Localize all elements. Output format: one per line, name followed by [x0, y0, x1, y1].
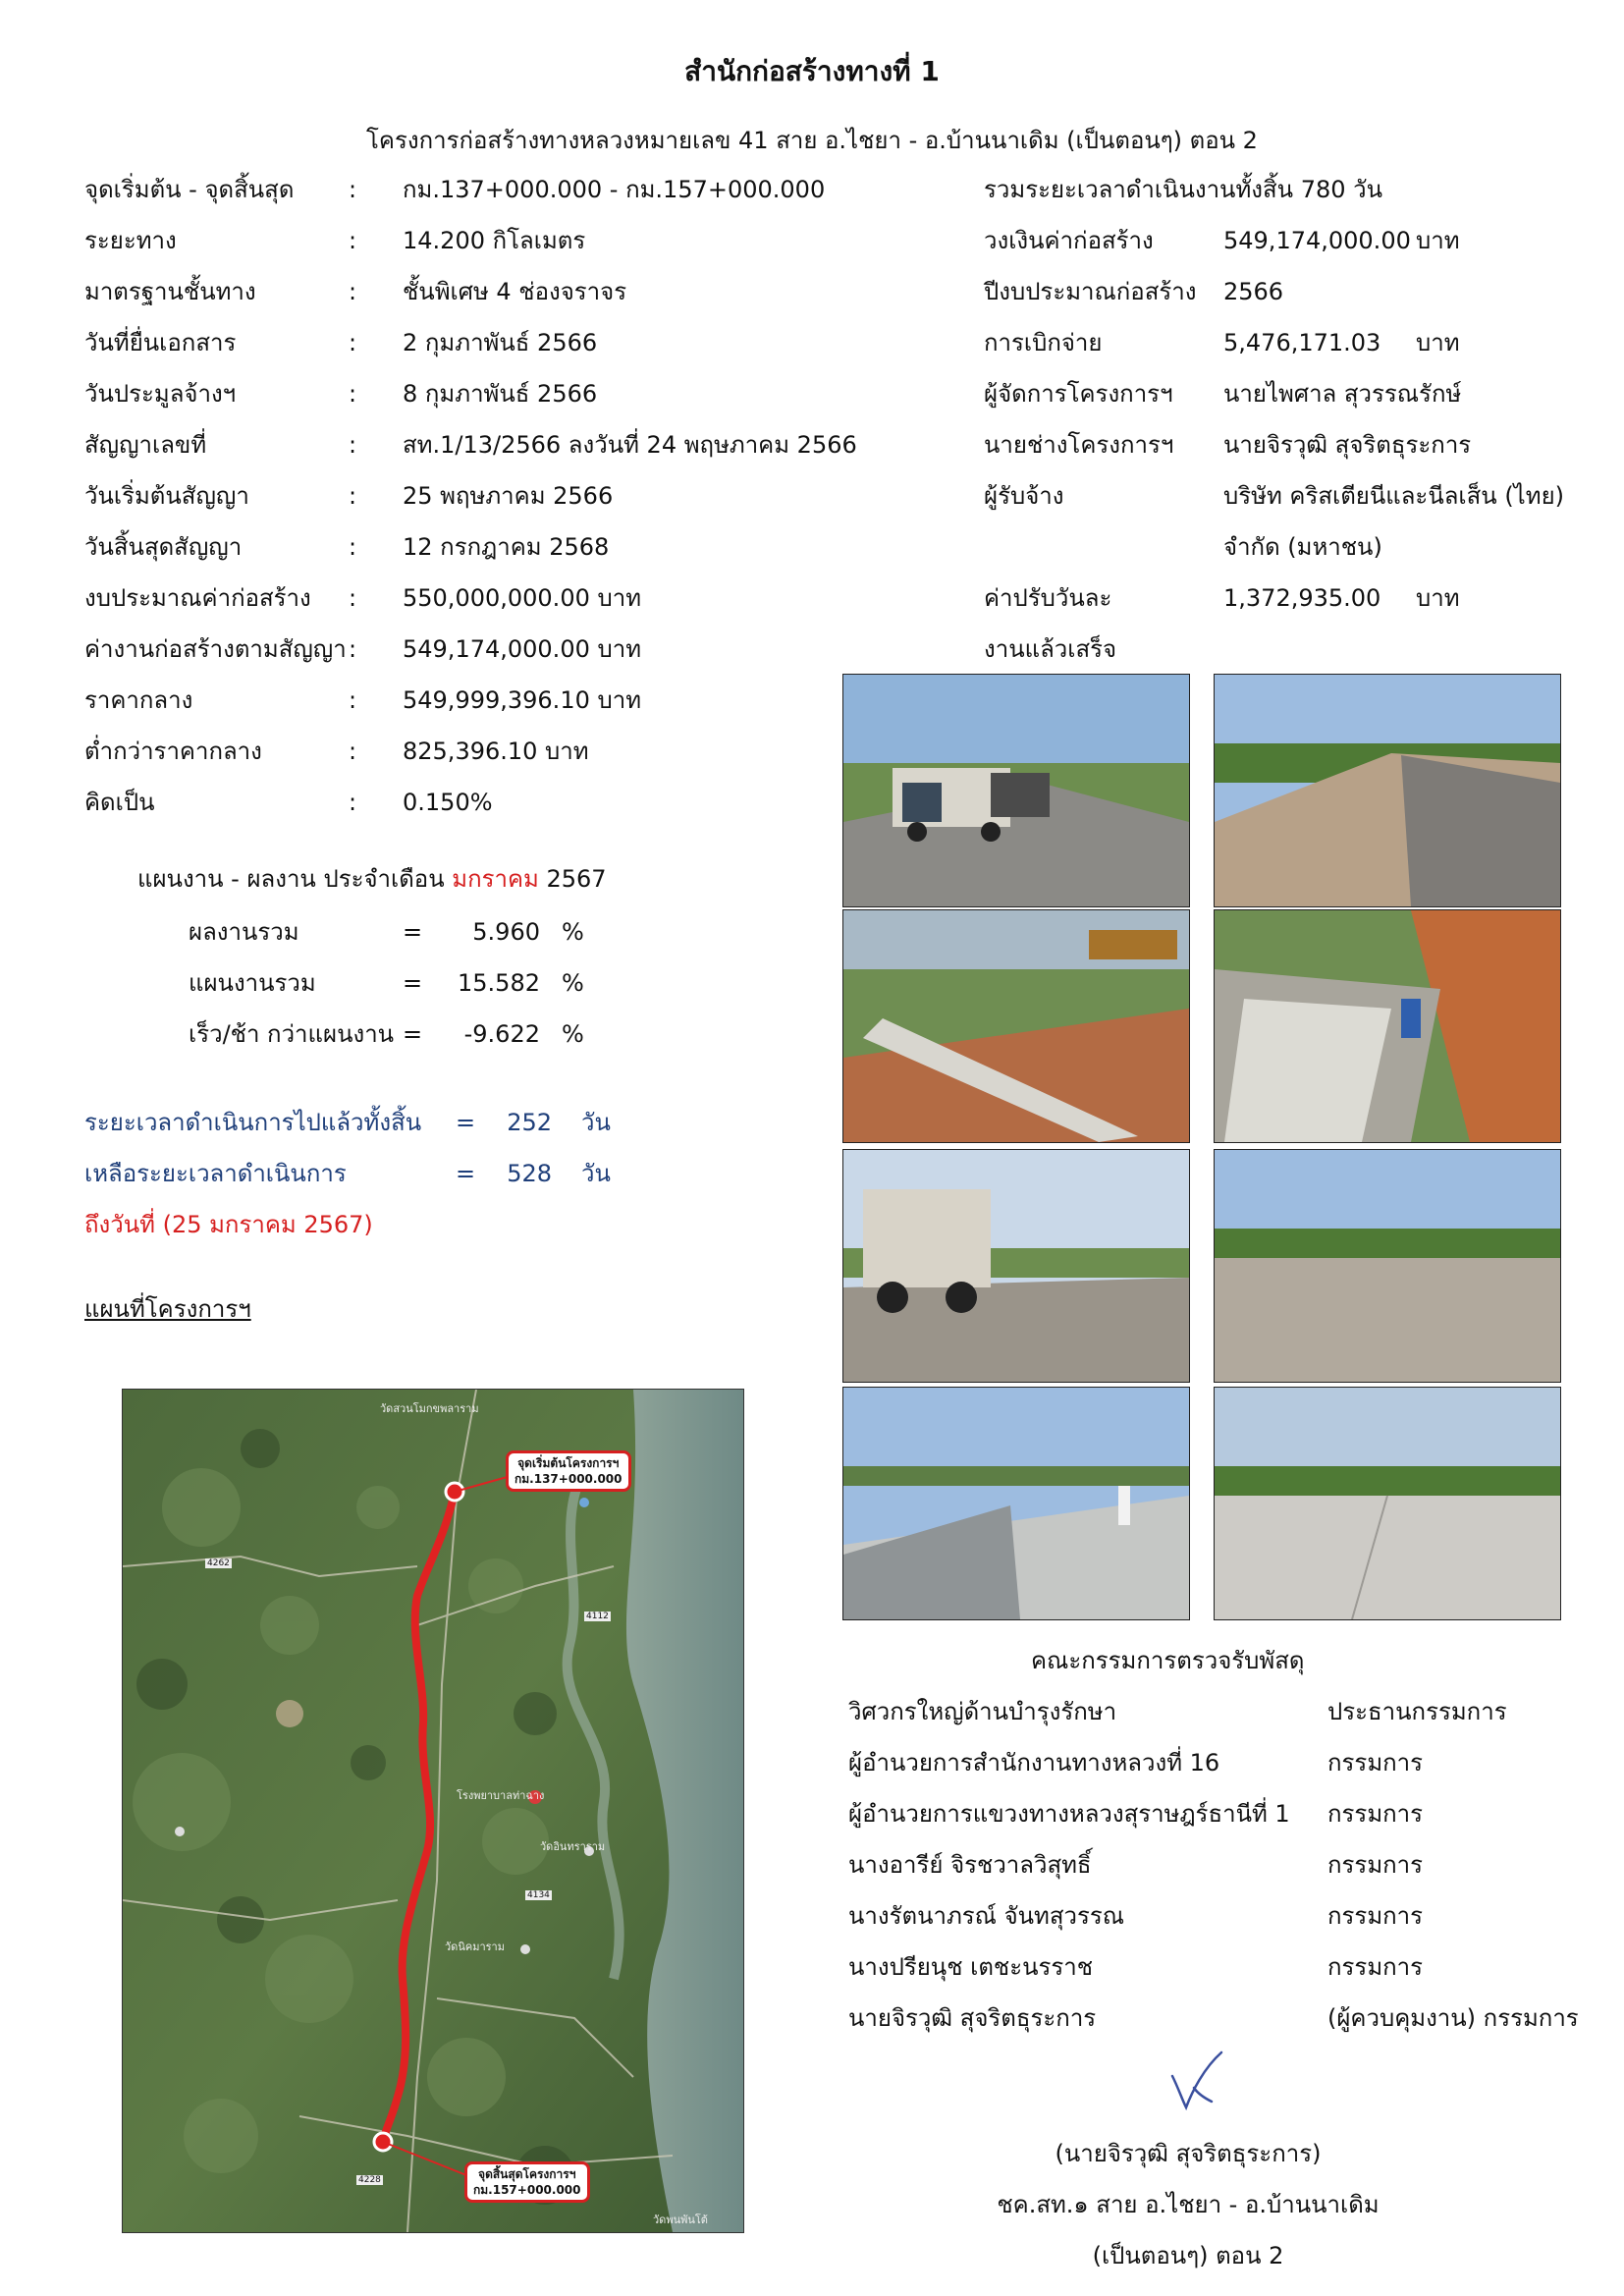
map-place-label: วัดพนพันโต้: [653, 2214, 708, 2226]
site-photo-image: [1215, 675, 1560, 906]
total-duration: รวมระยะเวลาดำเนินงานทั้งสิ้น 780 วัน: [984, 176, 1383, 203]
map-road-shield: 4228: [358, 2175, 381, 2185]
signature-title: ชค.สท.๑ สาย อ.ไชยา - อ.บ้านนาเดิม: [997, 2191, 1380, 2218]
info-label: วันที่ยื่นเอกสาร: [84, 329, 237, 356]
info-separator: :: [349, 789, 357, 816]
info-value: 25 พฤษภาคม 2566: [403, 482, 614, 510]
info-label: งบประมาณค่าก่อสร้าง: [84, 584, 311, 612]
info-separator: :: [349, 176, 357, 203]
info-label: มาตรฐานชั้นทาง: [84, 278, 256, 305]
project-name: โครงการก่อสร้างทางหลวงหมายเลข 41 สาย อ.ไชยา - อ.บ้านนาเดิม (เป็นตอนๆ) ตอน 2: [366, 127, 1258, 154]
progress-unit: %: [562, 918, 584, 946]
site-photo: [842, 674, 1190, 907]
progress-equals: =: [403, 1020, 423, 1048]
info-value: จำกัด (มหาชน): [1223, 533, 1382, 561]
info-label: วงเงินค่าก่อสร้าง: [984, 227, 1154, 254]
info-label: ค่างานก่อสร้างตามสัญญา: [84, 635, 347, 663]
site-photo: [842, 909, 1190, 1143]
info-label: วันสิ้นสุดสัญญา: [84, 533, 243, 561]
satellite-map-image: [123, 1390, 743, 2232]
progress-equals: =: [403, 918, 423, 946]
info-separator: :: [349, 278, 357, 305]
info-separator: :: [349, 686, 357, 714]
map-road-shield: 4262: [207, 1558, 230, 1568]
progress-label: แผนงานรวม: [189, 969, 316, 997]
info-label: ระยะทาง: [84, 227, 177, 254]
info-value: บริษัท คริสเตียนีและนีลเส็น (ไทย): [1223, 482, 1564, 510]
progress-equals: =: [403, 969, 423, 997]
info-label: วันประมูลจ้างฯ: [84, 380, 237, 408]
time-value: 252: [507, 1109, 552, 1136]
info-value: 549,999,396.10 บาท: [403, 686, 642, 714]
committee-member-role: กรรมการ: [1327, 1902, 1424, 1930]
info-value: ชั้นพิเศษ 4 ช่องจราจร: [403, 278, 627, 305]
map-road-shield: 4112: [586, 1612, 609, 1621]
info-value: 1,372,935.00: [1223, 584, 1381, 612]
project-map: [122, 1389, 744, 2233]
progress-value: 15.582: [458, 969, 540, 997]
committee-member-name: นางอารีย์ จิรชวาลวิสุทธิ์: [848, 1851, 1092, 1879]
info-value: 0.150%: [403, 789, 493, 816]
info-label: การเบิกจ่าย: [984, 329, 1103, 356]
progress-label: เร็ว/ช้า กว่าแผนงาน: [189, 1020, 395, 1048]
site-photo-image: [843, 675, 1189, 906]
info-separator: :: [349, 380, 357, 408]
end-callout-title: จุดสิ้นสุดโครงการฯ: [478, 2167, 576, 2181]
site-photo: [1214, 1149, 1561, 1383]
info-value: สท.1/13/2566 ลงวันที่ 24 พฤษภาคม 2566: [403, 431, 857, 459]
signature-name: (นายจิรวุฒิ สุจริตธุระการ): [1055, 2140, 1322, 2167]
as-of-date: ถึงวันที่ (25 มกราคม 2567): [84, 1211, 373, 1238]
info-label: งานแล้วเสร็จ: [984, 635, 1117, 663]
committee-member-role: กรรมการ: [1327, 1953, 1424, 1981]
info-label: ต่ำกว่าราคากลาง: [84, 738, 262, 765]
site-photo: [1214, 1387, 1561, 1620]
map-place-label: วัดสวนโมกขพลาราม: [380, 1402, 479, 1415]
info-value: 550,000,000.00 บาท: [403, 584, 642, 612]
map-place-label: โรงพยาบาลท่าฉาง: [457, 1789, 545, 1802]
info-separator: :: [349, 482, 357, 510]
progress-heading-prefix: แผนงาน - ผลงาน ประจำเดือน: [137, 865, 453, 893]
time-unit: วัน: [581, 1160, 611, 1187]
info-separator: :: [349, 635, 357, 663]
site-photo-image: [1215, 1388, 1560, 1619]
progress-value: 5.960: [472, 918, 540, 946]
site-photo: [1214, 909, 1561, 1143]
site-photo: [842, 1387, 1190, 1620]
time-label: เหลือระยะเวลาดำเนินการ: [84, 1160, 347, 1187]
site-photo-image: [843, 1150, 1189, 1382]
committee-member-name: นางรัตนาภรณ์ จันทสุวรรณ: [848, 1902, 1125, 1930]
info-label: นายช่างโครงการฯ: [984, 431, 1174, 459]
progress-heading-month: มกราคม: [452, 865, 539, 893]
info-label: ปีงบประมาณก่อสร้าง: [984, 278, 1197, 305]
progress-unit: %: [562, 969, 584, 997]
end-callout-km: กม.157+000.000: [473, 2183, 581, 2197]
info-unit: บาท: [1416, 584, 1460, 612]
info-unit: บาท: [1416, 329, 1460, 356]
signature-mark: [1164, 2049, 1233, 2117]
progress-heading-year: 2567: [538, 865, 607, 893]
committee-member-name: นางปรียนุช เตชะนรราช: [848, 1953, 1094, 1981]
info-value: 8 กุมภาพันธ์ 2566: [403, 380, 598, 408]
info-value: 12 กรกฎาคม 2568: [403, 533, 610, 561]
committee-member-name: นายจิรวุฒิ สุจริตธุระการ: [848, 2004, 1097, 2032]
committee-member-role: กรรมการ: [1327, 1800, 1424, 1828]
site-photo-image: [843, 910, 1189, 1142]
info-separator: :: [349, 584, 357, 612]
map-road-shield: 4134: [527, 1890, 550, 1900]
info-value: 549,174,000.00: [1223, 227, 1411, 254]
committee-member-role: กรรมการ: [1327, 1749, 1424, 1777]
info-value: 14.200 กิโลเมตร: [403, 227, 586, 254]
info-value: 549,174,000.00 บาท: [403, 635, 642, 663]
committee-member-role: ประธานกรรมการ: [1327, 1698, 1507, 1725]
info-value: 5,476,171.03: [1223, 329, 1381, 356]
progress-heading: [137, 864, 607, 894]
map-heading: แผนที่โครงการฯ: [84, 1295, 251, 1323]
signature-subtitle: (เป็นตอนๆ) ตอน 2: [1092, 2242, 1284, 2269]
info-label: ผู้รับจ้าง: [984, 482, 1064, 510]
info-label: วันเริ่มต้นสัญญา: [84, 482, 249, 510]
committee-heading: คณะกรรมการตรวจรับพัสดุ: [1031, 1647, 1305, 1674]
info-label: คิดเป็น: [84, 789, 155, 816]
time-value: 528: [507, 1160, 552, 1187]
committee-member-role: (ผู้ควบคุมงาน) กรรมการ: [1327, 2004, 1579, 2032]
committee-member-name: วิศวกรใหญ่ด้านบำรุงรักษา: [848, 1698, 1117, 1725]
time-equals: =: [456, 1109, 476, 1136]
info-separator: :: [349, 227, 357, 254]
site-photo: [1214, 674, 1561, 907]
site-photo-image: [843, 1388, 1189, 1619]
map-place-label: วัดนิคมาราม: [445, 1941, 505, 1953]
committee-member-name: ผู้อำนวยการแขวงทางหลวงสุราษฎร์ธานีที่ 1: [848, 1800, 1290, 1828]
info-label: จุดเริ่มต้น - จุดสิ้นสุด: [84, 176, 295, 203]
start-point-callout: [506, 1450, 631, 1492]
map-place-label: วัดอินทราราม: [540, 1840, 606, 1853]
info-label: สัญญาเลขที่: [84, 431, 207, 459]
info-value: กม.137+000.000 - กม.157+000.000: [403, 176, 826, 203]
info-separator: :: [349, 738, 357, 765]
info-separator: :: [349, 329, 357, 356]
info-value: นายจิรวุฒิ สุจริตธุระการ: [1223, 431, 1472, 459]
start-callout-km: กม.137+000.000: [514, 1472, 623, 1486]
progress-unit: %: [562, 1020, 584, 1048]
progress-value: -9.622: [463, 1020, 540, 1048]
info-separator: :: [349, 431, 357, 459]
info-label: ผู้จัดการโครงการฯ: [984, 380, 1173, 408]
info-value: 2566: [1223, 278, 1284, 305]
committee-member-role: กรรมการ: [1327, 1851, 1424, 1879]
site-photo: [842, 1149, 1190, 1383]
start-callout-title: จุดเริ่มต้นโครงการฯ: [517, 1456, 620, 1470]
info-label: ค่าปรับวันละ: [984, 584, 1112, 612]
time-unit: วัน: [581, 1109, 611, 1136]
info-value: นายไพศาล สุวรรณรักษ์: [1223, 380, 1462, 408]
time-equals: =: [456, 1160, 476, 1187]
progress-label: ผลงานรวม: [189, 918, 299, 946]
info-value: 825,396.10 บาท: [403, 738, 589, 765]
site-photo-image: [1215, 1150, 1560, 1382]
time-label: ระยะเวลาดำเนินการไปแล้วทั้งสิ้น: [84, 1109, 422, 1136]
committee-member-name: ผู้อำนวยการสำนักงานทางหลวงที่ 16: [848, 1749, 1220, 1777]
info-label: ราคากลาง: [84, 686, 193, 714]
site-photo-image: [1215, 910, 1560, 1142]
info-value: 2 กุมภาพันธ์ 2566: [403, 329, 598, 356]
info-separator: :: [349, 533, 357, 561]
page-title: สำนักก่อสร้างทางที่ 1: [684, 55, 940, 87]
info-unit: บาท: [1416, 227, 1460, 254]
